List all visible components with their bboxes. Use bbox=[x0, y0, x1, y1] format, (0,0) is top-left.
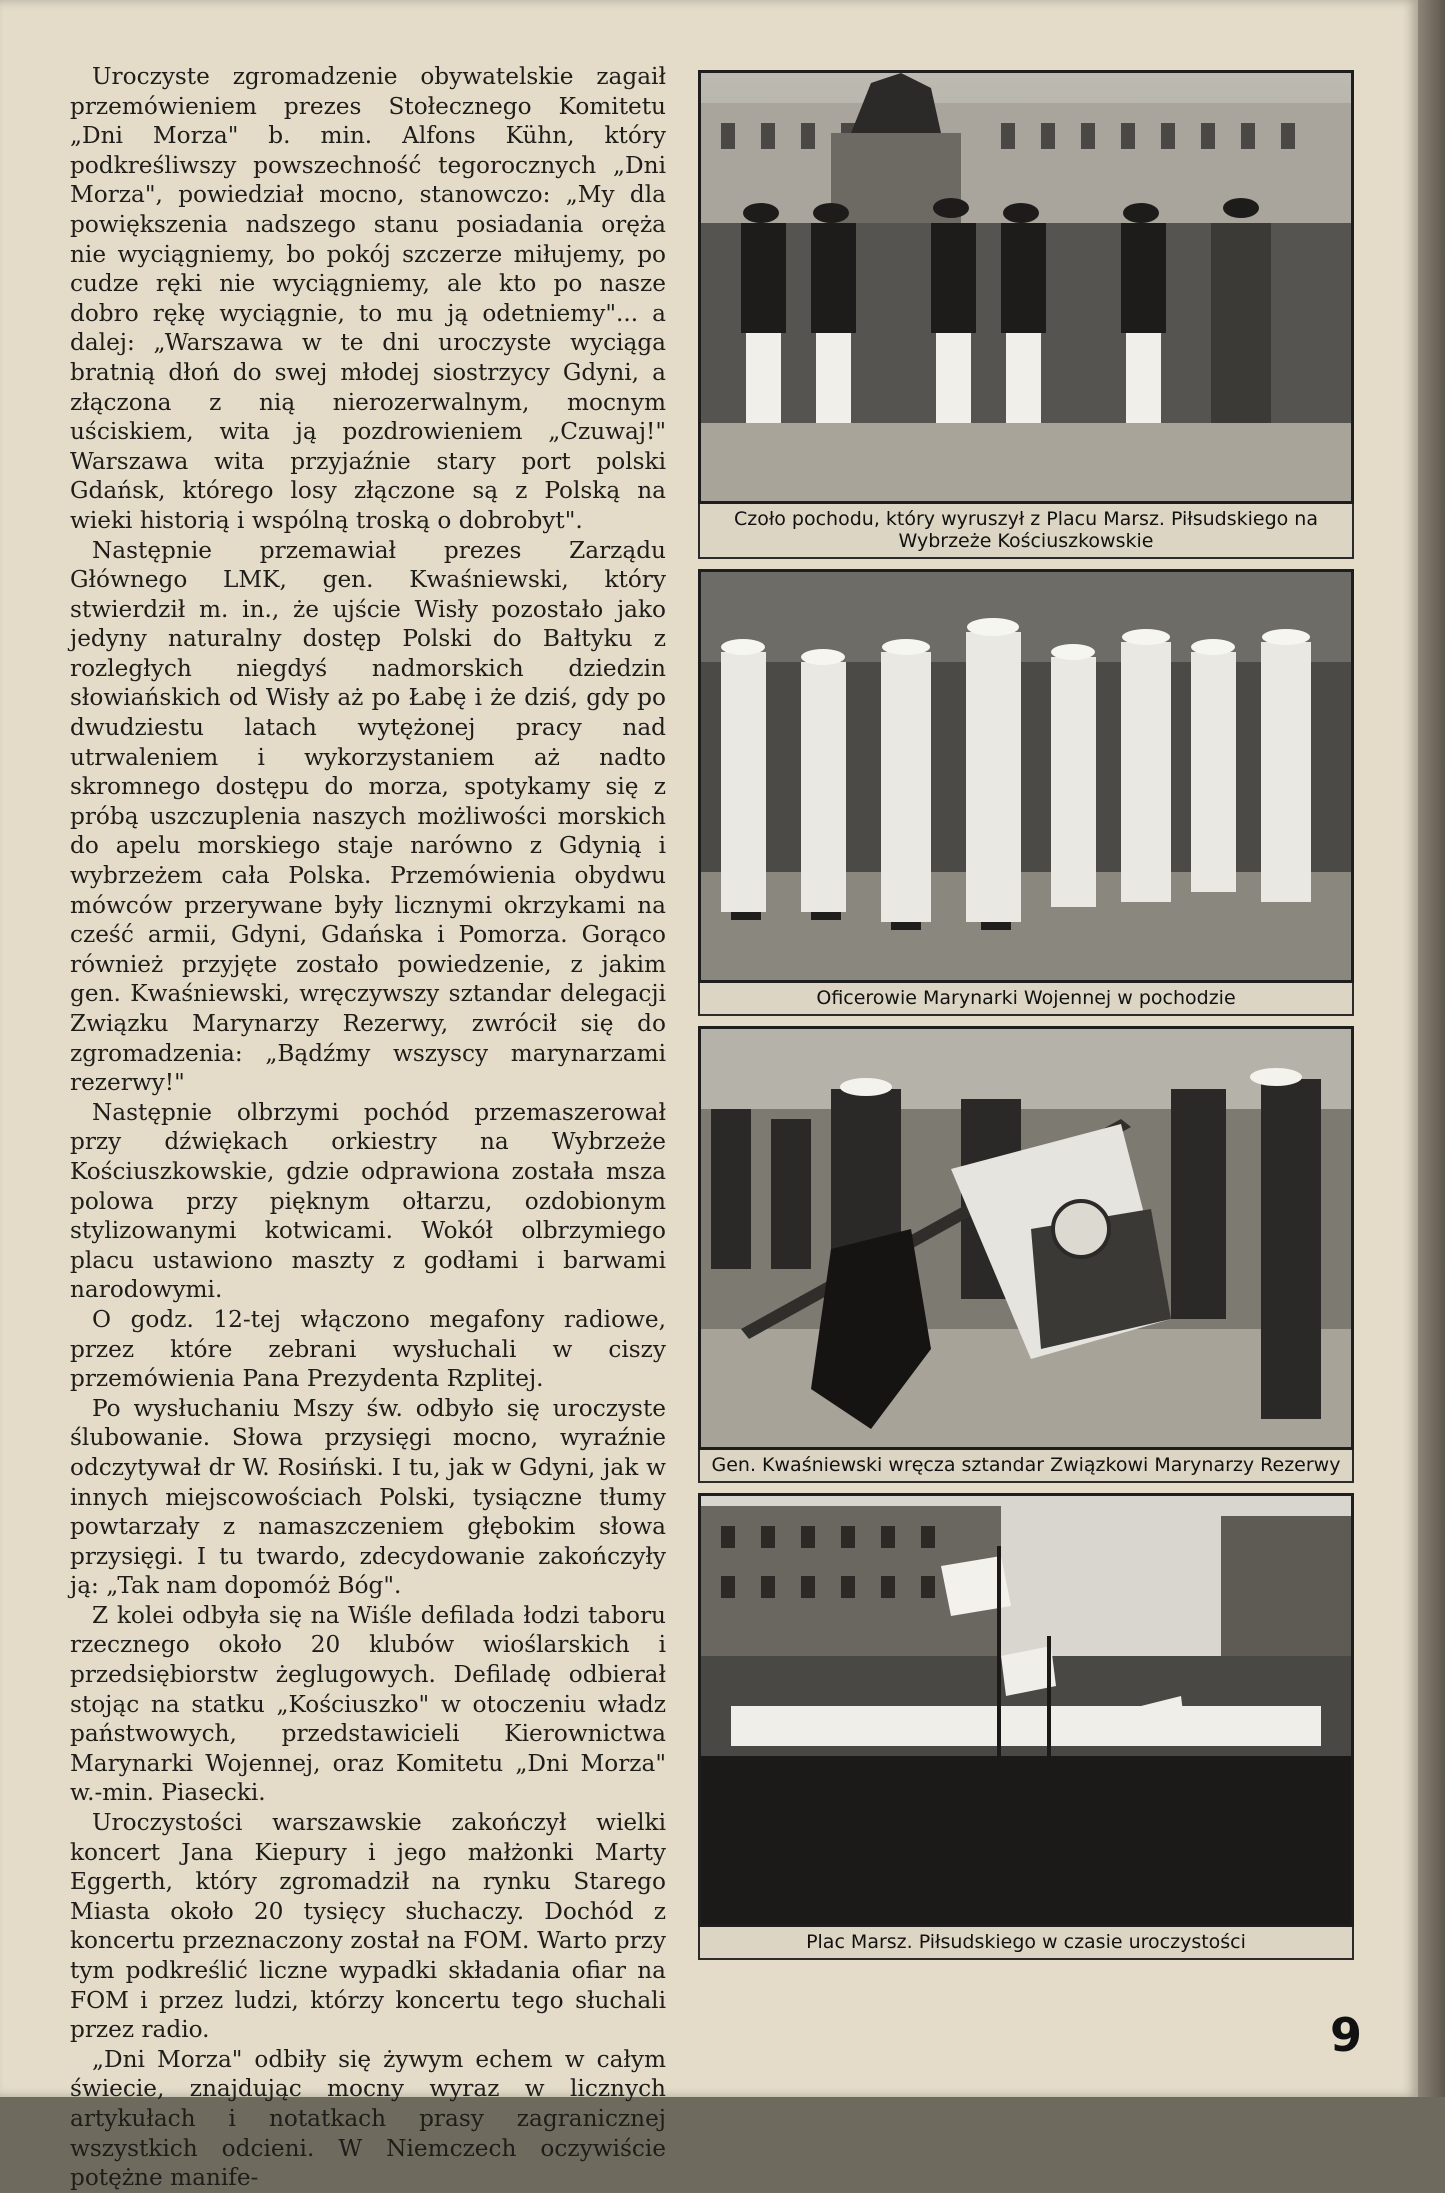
article-paragraph: „Dni Morza" odbiły się żywym echem w całym świecie, znajdując mocny wyraz w licznych artykułach i notatkach prasy zagranicznej wszystkich odcieni. W Niemczech oczywiście potężne manife- bbox=[70, 2045, 666, 2192]
article-paragraph: Uroczyste zgromadzenie obywatelskie zagaił przemówieniem prezes Stołecznego Komitetu „Dni Morza" b. min. Alfons Kühn, który podkreśliwszy powszechność tegorocznych „Dni Morza", powiedział mocno, stanowczo: „My dla powiększenia nadszego stanu posiadania oręża nie wyciągniemy, bo pokój szczerze miłujemy, po cudze ręki nie wyciągniemy, ale kto po nasze dobro rękę wyciągnie, to mu ją odetniemy"... a dalej: „Warszawa w te dni uroczyste wyciąga bratnią dłoń do swej młodej siostrzycy Gdyni, a złączona z nią nierozerwalnym, mocnym uściskiem, wita ją pozdrowieniem „Czuwaj!" Warszawa wita przyjaźnie stary port polski Gdańsk, którego losy złączone są z Polską na wieki historią i wspólną troską o dobrobyt". bbox=[70, 63, 666, 534]
photo-pilsudski-square bbox=[698, 1493, 1354, 1927]
photo-caption: Plac Marsz. Piłsudskiego w czasie uroczystości bbox=[698, 1927, 1354, 1960]
article-paragraph: O godz. 12-tej włączono megafony radiowe, przez które zebrani wysłuchali w ciszy przemówienia Pana Prezydenta Rzplitej. bbox=[70, 1305, 666, 1393]
article-paragraph: Następnie przemawiał prezes Zarządu Głównego LMK, gen. Kwaśniewski, który stwierdził m. in., że ujście Wisły pozostało jako jedyny naturalny dostęp Polski do Bałtyku z rozległych niegdyś nadmorskich dziedzin słowiańskich od Wisły aż po Łabę i że dziś, gdy po dwudziestu latach wytężonej pracy nad utrwaleniem i wykorzystaniem aż nadto skromnego dostępu do morza, spotykamy się z próbą uszczuplenia naszych możliwości morskich do apelu morskiego staje narówno z Gdynią i wybrzeżem cała Polska. Przemówienia obydwu mówców przerywane były licznymi okrzykami na cześć armii, Gdyni, Gdańska i Pomorza. Gorąco również przyjęte zostało powiedzenie, z jakim gen. Kwaśniewski, wręczywszy sztandar delegacji Związku Marynarzy Rezerwy, zwrócił się do zgromadzenia: „Bądźmy wszyscy marynarzami rezerwy!" bbox=[70, 536, 666, 1097]
article-paragraph: Z kolei odbyła się na Wiśle defilada łodzi taboru rzecznego około 20 klubów wioślarskich i przedsiębiorstw żeglugowych. Defiladę odbierał stojąc na statku „Kościuszko" w otoczeniu władz państwowych, przedstawicieli Kierownictwa Marynarki Wojennej, oraz Komitetu „Dni Morza" w.-min. Piasecki. bbox=[70, 1601, 666, 1807]
article-paragraph: Uroczystości warszawskie zakończył wielki koncert Jana Kiepury i jego małżonki Marty Eggerth, który zgromadził na rynku Starego Miasta około 20 tysięcy słuchaczy. Dochód z koncertu przeznaczony został na FOM. Warto przy tym podkreślić liczne wypadki składania ofiar na FOM i przez ludzi, którzy koncertu tego słuchali przez radio. bbox=[70, 1809, 666, 2044]
page-number: 9 bbox=[1330, 2008, 1363, 2062]
photo-column bbox=[698, 70, 1354, 1960]
article-paragraph: Następnie olbrzymi pochód przemaszerował przy dźwiękach orkiestry na Wybrzeże Kościuszkowskie, gdzie odprawiona została msza polowa przy pięknym ołtarzu, ozdobionym stylizowanymi kotwicami. Wokół olbrzymiego placu ustawiono maszty z godłami i barwami narodowymi. bbox=[70, 1098, 666, 1304]
article-text-column bbox=[70, 62, 666, 2193]
article-paragraph: Po wysłuchaniu Mszy św. odbyło się uroczyste ślubowanie. Słowa przysięgi mocno, wyraźnie odczytywał dr W. Rosiński. I tu, jak w Gdyni, jak w innych miejscowościach Polski, tysiączne tłumy powtarzały z namaszczeniem głębokim słowa przysięgi. I tu twardo, zdecydowanie zakończyły ją: „Tak nam dopomóż Bóg". bbox=[70, 1394, 666, 1600]
photo-navy-officers bbox=[698, 569, 1354, 983]
flag-ceremony-image bbox=[701, 1029, 1351, 1447]
photo-flag-ceremony bbox=[698, 1026, 1354, 1450]
pilsudski-square-image bbox=[701, 1496, 1351, 1924]
parade-head-image bbox=[701, 73, 1351, 501]
photo-caption: Czoło pochodu, który wyruszył z Placu Marsz. Piłsudskiego na Wybrzeże Kościuszkowskie bbox=[698, 504, 1354, 559]
book-spine-edge bbox=[1418, 0, 1445, 2097]
photo-parade-head bbox=[698, 70, 1354, 504]
navy-officers-image bbox=[701, 572, 1351, 980]
photo-caption: Oficerowie Marynarki Wojennej w pochodzie bbox=[698, 983, 1354, 1016]
photo-caption: Gen. Kwaśniewski wręcza sztandar Związkowi Marynarzy Rezerwy bbox=[698, 1450, 1354, 1483]
